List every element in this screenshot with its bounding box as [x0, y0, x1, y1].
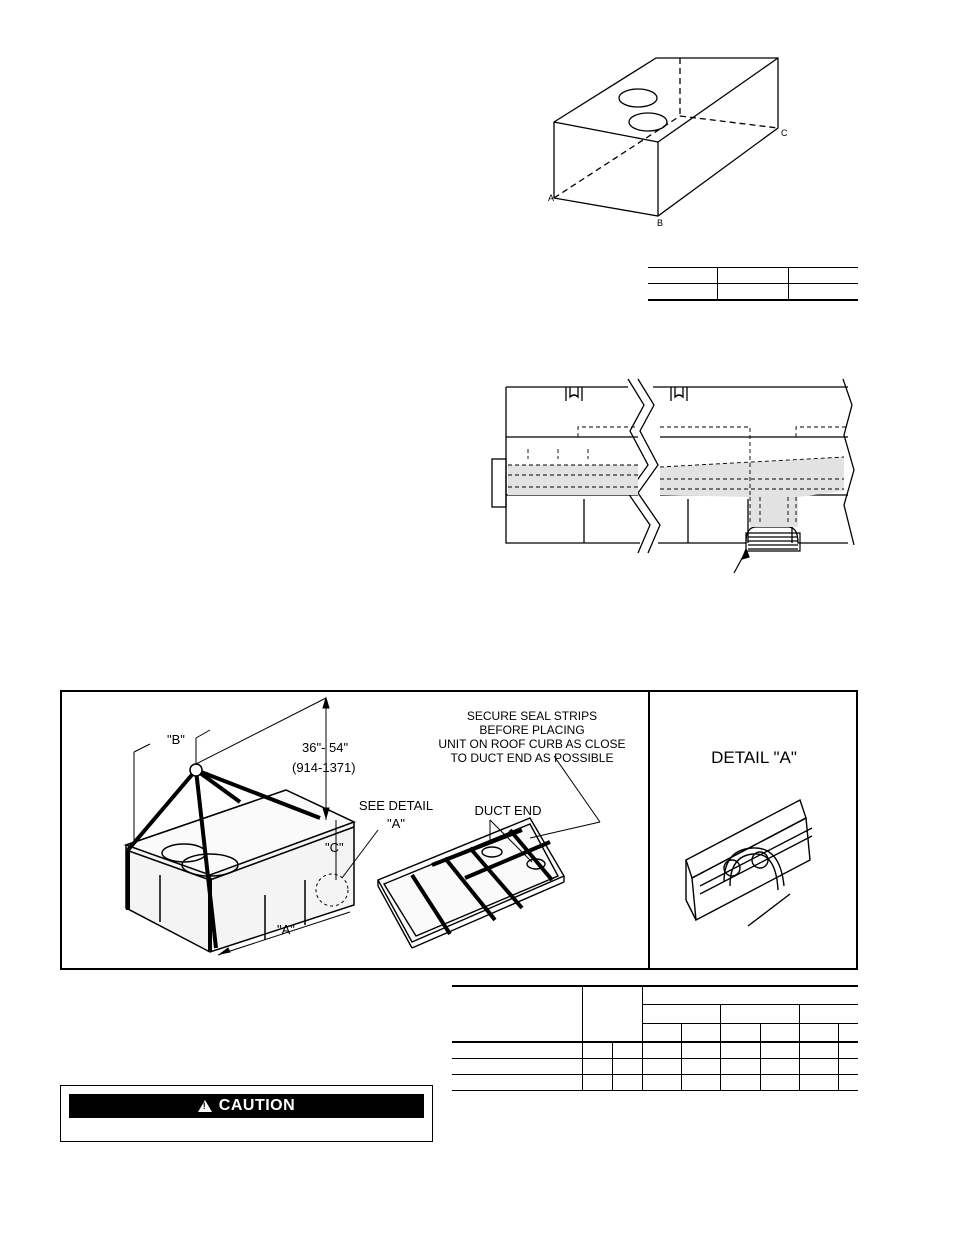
seal-note-line1: SECURE SEAL STRIPS [466, 709, 598, 723]
base-rail-diagram [488, 375, 860, 575]
rigging-weights-table [452, 985, 858, 1091]
corner-a-label: A [548, 193, 555, 203]
table-row [452, 986, 858, 1005]
table-row [452, 1075, 858, 1091]
unit-box-diagram [540, 50, 800, 235]
seal-note-line3: UNIT ON ROOF CURB AS CLOSE [438, 737, 626, 751]
warning-triangle-icon [198, 1100, 212, 1112]
duct-end-label: DUCT END [474, 803, 542, 818]
caution-label: CAUTION [218, 1097, 296, 1114]
corner-weight-table [648, 267, 858, 301]
caution-notice [60, 1085, 433, 1142]
table-row [648, 268, 858, 284]
see-detail-line1: SEE DETAIL [358, 798, 434, 813]
seal-note-line4: TO DUCT END AS POSSIBLE [450, 751, 614, 765]
corner-b-label: B [657, 218, 664, 228]
corner-c-label: C [781, 128, 788, 138]
table-row [452, 1042, 858, 1059]
detail-a-title: DETAIL "A" [711, 748, 797, 767]
label-a: "A" [277, 922, 295, 937]
caution-header [69, 1094, 424, 1118]
seal-note-line2: BEFORE PLACING [479, 723, 585, 737]
height-dimension-line2: (914-1371) [292, 760, 356, 775]
see-detail-line2: "A" [387, 816, 405, 831]
table-row [648, 284, 858, 301]
table-row [452, 1059, 858, 1075]
label-b: "B" [167, 732, 185, 747]
height-dimension-line1: 36"- 54" [302, 740, 349, 755]
label-c: "C" [325, 840, 344, 855]
rigging-figure [60, 690, 858, 972]
